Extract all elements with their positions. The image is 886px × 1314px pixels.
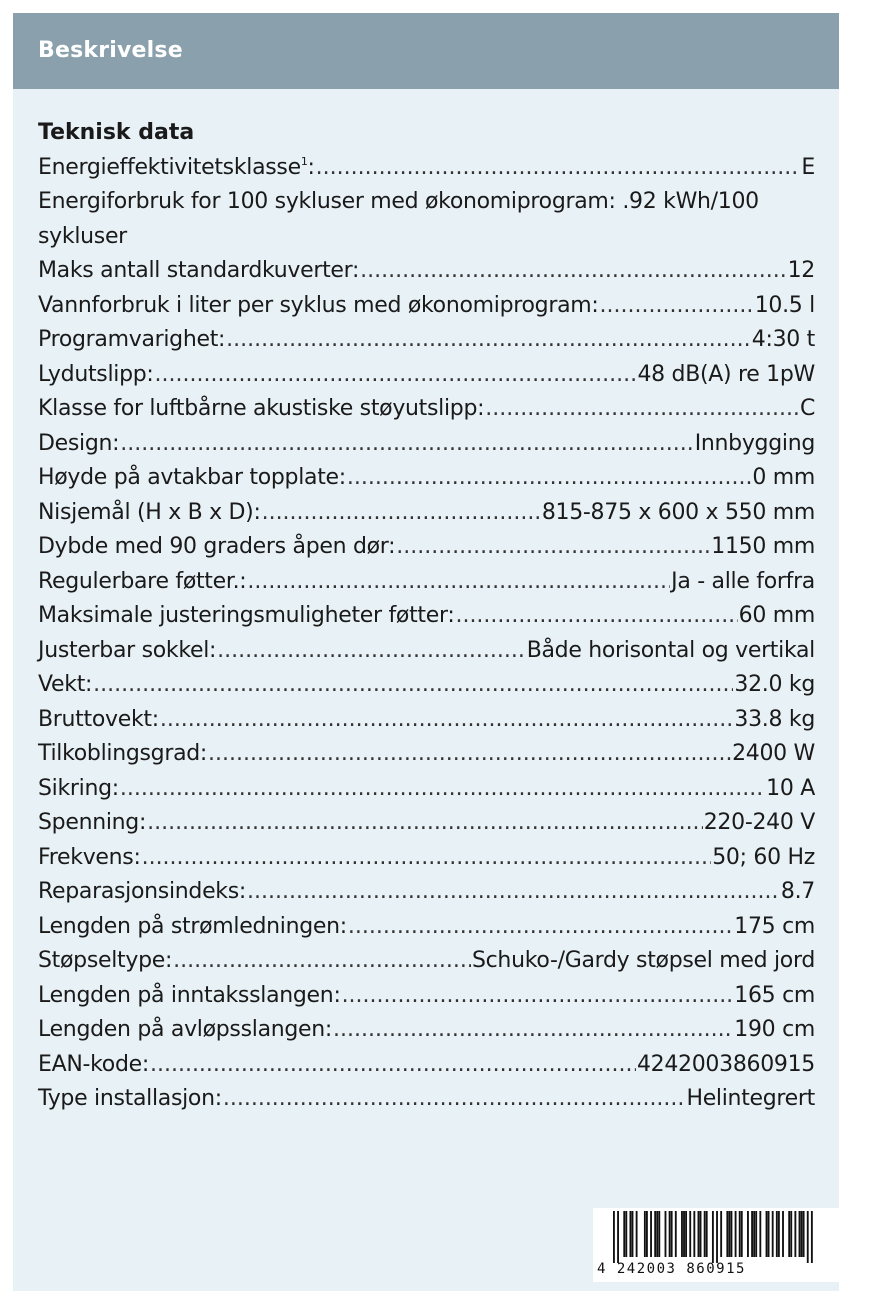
dot-leader	[247, 875, 780, 910]
barcode-bar	[751, 1211, 753, 1257]
dot-leader	[147, 806, 703, 841]
spec-row	[38, 806, 815, 841]
barcode-bar	[739, 1211, 741, 1257]
spec-value: 50; 60 Hz	[712, 844, 815, 870]
dot-leader	[160, 703, 734, 738]
dot-leader	[155, 358, 637, 393]
spec-value: 220-240 V	[703, 810, 815, 835]
barcode-icon	[613, 1211, 813, 1263]
spec-row	[38, 392, 815, 427]
barcode-bar	[632, 1211, 634, 1257]
dot-leader	[223, 1082, 686, 1117]
barcode-bar	[753, 1211, 755, 1257]
dot-leader	[217, 634, 526, 669]
spec-label: EAN-kode:	[38, 1051, 149, 1077]
spec-label: Lengden på inntaksslangen:	[38, 982, 341, 1008]
barcode-bar	[747, 1211, 749, 1257]
barcode-bar	[646, 1211, 648, 1257]
spec-row	[38, 530, 815, 565]
barcode-bar	[741, 1211, 743, 1257]
spec-row	[38, 979, 815, 1014]
spec-value: Helintegrert	[686, 1086, 815, 1111]
dot-leader	[262, 496, 541, 531]
barcode-bar	[811, 1211, 813, 1263]
barcode-bar	[782, 1211, 784, 1257]
spec-value: 4:30 t	[751, 327, 815, 352]
barcode	[593, 1208, 839, 1282]
barcode-bar	[759, 1211, 761, 1257]
barcode-bar	[788, 1211, 790, 1257]
spec-value: 2400 W	[732, 741, 815, 766]
barcode-bar	[772, 1211, 774, 1257]
barcode-bar	[731, 1211, 733, 1257]
spec-label: Sikring:	[38, 775, 119, 801]
spec-list	[38, 254, 815, 1117]
dot-leader	[150, 1048, 636, 1083]
barcode-bar	[776, 1211, 778, 1257]
barcode-bar	[766, 1211, 768, 1257]
spec-row	[38, 565, 815, 600]
barcode-bar	[794, 1211, 796, 1257]
spec-row	[38, 1082, 815, 1117]
barcode-bar	[801, 1211, 803, 1257]
spec-label: Tilkoblingsgrad:	[38, 741, 208, 766]
spec-value: 10 A	[766, 775, 815, 801]
dot-leader	[333, 1013, 733, 1048]
barcode-number: 4 242003 860915	[597, 1261, 746, 1277]
spec-label: Design:	[38, 430, 120, 456]
spec-label: Frekvens:	[38, 844, 141, 870]
spec-label: Type installasjon:	[38, 1086, 222, 1111]
barcode-bar	[650, 1211, 652, 1257]
spec-value: Ja - alle forfra	[671, 568, 815, 594]
spec-label: Spenning:	[38, 810, 147, 835]
barcode-bar	[685, 1211, 687, 1257]
spec-label: Lengden på strømledningen:	[38, 913, 347, 939]
spec-row	[38, 703, 815, 738]
dot-leader	[347, 461, 751, 496]
barcode-bar	[613, 1211, 615, 1263]
spec-value: 190 cm	[734, 1017, 815, 1042]
spec-row	[38, 668, 815, 703]
spec-row	[38, 427, 815, 462]
spec-label: Energieffektivitetsklasse$^1$:	[38, 154, 315, 180]
description-header	[13, 13, 839, 89]
barcode-bar	[617, 1211, 619, 1263]
spec-value: 48 dB(A) re 1pW	[637, 361, 815, 387]
barcode-bar	[681, 1211, 683, 1257]
spec-row	[38, 461, 815, 496]
spec-text: Energiforbruk for 100 sykluser med økonomiprogram: .92 kWh/100 sykluser	[38, 189, 759, 249]
spec-row	[38, 496, 815, 531]
barcode-bar	[683, 1211, 685, 1257]
dot-leader	[120, 772, 765, 807]
description-card	[13, 13, 839, 1291]
barcode-bar	[654, 1211, 656, 1257]
dot-leader	[120, 427, 693, 462]
barcode-bar	[671, 1211, 673, 1257]
barcode-bar	[625, 1211, 627, 1257]
barcode-bar	[623, 1211, 625, 1257]
spec-value: Innbygging	[694, 430, 815, 456]
dot-leader	[247, 565, 670, 600]
spec-label: Maksimale justeringsmuligheter føtter:	[38, 603, 455, 628]
barcode-bar	[689, 1211, 691, 1257]
spec-value: 0 mm	[752, 465, 815, 490]
spec-row-energy-class	[38, 151, 815, 186]
spec-row	[38, 875, 815, 910]
spec-value: 815-875 x 600 x 550 mm	[541, 499, 815, 525]
barcode-bar	[693, 1211, 695, 1257]
barcode-bar	[704, 1211, 706, 1257]
dot-leader	[485, 392, 799, 427]
barcode-bar	[656, 1211, 658, 1257]
spec-value: 8.7	[780, 879, 815, 904]
barcode-bar	[807, 1211, 809, 1263]
spec-label: Bruttovekt:	[38, 706, 159, 732]
spec-label: Lengden på avløpsslangen:	[38, 1017, 333, 1042]
dot-leader	[142, 841, 712, 876]
dot-leader	[342, 979, 734, 1014]
spec-label: Klasse for luftbårne akustiske støyutslipp:	[38, 396, 485, 421]
spec-label: Dybde med 90 graders åpen dør:	[38, 534, 396, 559]
spec-row	[38, 254, 815, 289]
header-title: Beskrivelse	[38, 38, 183, 63]
spec-row	[38, 772, 815, 807]
spec-value: 175 cm	[734, 913, 815, 939]
spec-value: Både horisontal og vertikal	[526, 637, 815, 663]
barcode-bar	[735, 1211, 737, 1257]
barcode-bar	[726, 1211, 728, 1257]
dot-leader	[226, 323, 751, 358]
barcode-bar	[665, 1211, 667, 1257]
spec-row	[38, 910, 815, 945]
technical-data-section	[38, 116, 815, 1117]
spec-value: 4242003860915	[636, 1051, 815, 1077]
dot-leader	[173, 944, 471, 979]
spec-row	[38, 1013, 815, 1048]
spec-label: Vannforbruk i liter per syklus med økonomiprogram:	[38, 292, 599, 318]
barcode-bar	[716, 1211, 718, 1263]
barcode-bar	[799, 1211, 801, 1257]
spec-label: Maks antall standardkuverter:	[38, 258, 360, 283]
spec-label: Justerbar sokkel:	[38, 637, 217, 663]
section-title: Teknisk data	[38, 120, 195, 145]
dot-leader	[600, 289, 754, 324]
spec-label: Høyde på avtakbar topplate:	[38, 465, 346, 490]
spec-value: 60 mm	[738, 603, 815, 628]
dot-leader	[396, 530, 710, 565]
dot-leader	[455, 599, 737, 634]
barcode-bar	[790, 1211, 792, 1257]
spec-value: C	[799, 396, 815, 421]
spec-row	[38, 944, 815, 979]
spec-row	[38, 1048, 815, 1083]
spec-label: Støpseltype:	[38, 948, 173, 973]
barcode-bar	[658, 1211, 660, 1257]
dot-leader	[93, 668, 733, 703]
barcode-bar	[700, 1211, 702, 1257]
spec-label: Lydutslipp:	[38, 361, 154, 387]
spec-value: E	[801, 154, 815, 180]
barcode-bar	[644, 1211, 646, 1257]
spec-row	[38, 323, 815, 358]
barcode-bar	[778, 1211, 780, 1257]
spec-row	[38, 841, 815, 876]
spec-row	[38, 358, 815, 393]
spec-row	[38, 599, 815, 634]
spec-value: 1150 mm	[711, 534, 815, 559]
barcode-bar	[629, 1211, 631, 1257]
spec-label: Nisjemål (H x B x D):	[38, 499, 261, 525]
barcode-bar	[803, 1211, 805, 1257]
footnote-marker: 1	[300, 154, 308, 168]
barcode-bar	[675, 1211, 677, 1257]
barcode-bar	[698, 1211, 700, 1257]
dot-leader	[360, 254, 786, 289]
barcode-bar	[712, 1211, 714, 1263]
spec-row	[38, 737, 815, 772]
dot-leader	[316, 151, 801, 186]
spec-value: 165 cm	[734, 982, 815, 1008]
barcode-bar	[669, 1211, 671, 1257]
barcode-bar	[720, 1211, 722, 1257]
spec-label: Regulerbare føtter.:	[38, 568, 247, 594]
spec-value: 32.0 kg	[734, 672, 815, 697]
spec-value: 10.5 l	[754, 292, 815, 318]
barcode-bar	[755, 1211, 757, 1257]
spec-row	[38, 634, 815, 669]
spec-row-energy-use	[38, 185, 815, 254]
barcode-bar	[636, 1211, 638, 1257]
spec-value: 12	[787, 258, 815, 283]
barcode-bar	[706, 1211, 708, 1257]
barcode-bar	[768, 1211, 770, 1257]
spec-label: Reparasjonsindeks:	[38, 879, 247, 904]
spec-value: 33.8 kg	[734, 706, 815, 732]
spec-value: Schuko-/Gardy støpsel med jord	[471, 948, 815, 973]
barcode-bar	[728, 1211, 730, 1257]
spec-row	[38, 289, 815, 324]
spec-label: Vekt:	[38, 672, 93, 697]
spec-label: Programvarighet:	[38, 327, 226, 352]
dot-leader	[348, 910, 733, 945]
dot-leader	[208, 737, 731, 772]
